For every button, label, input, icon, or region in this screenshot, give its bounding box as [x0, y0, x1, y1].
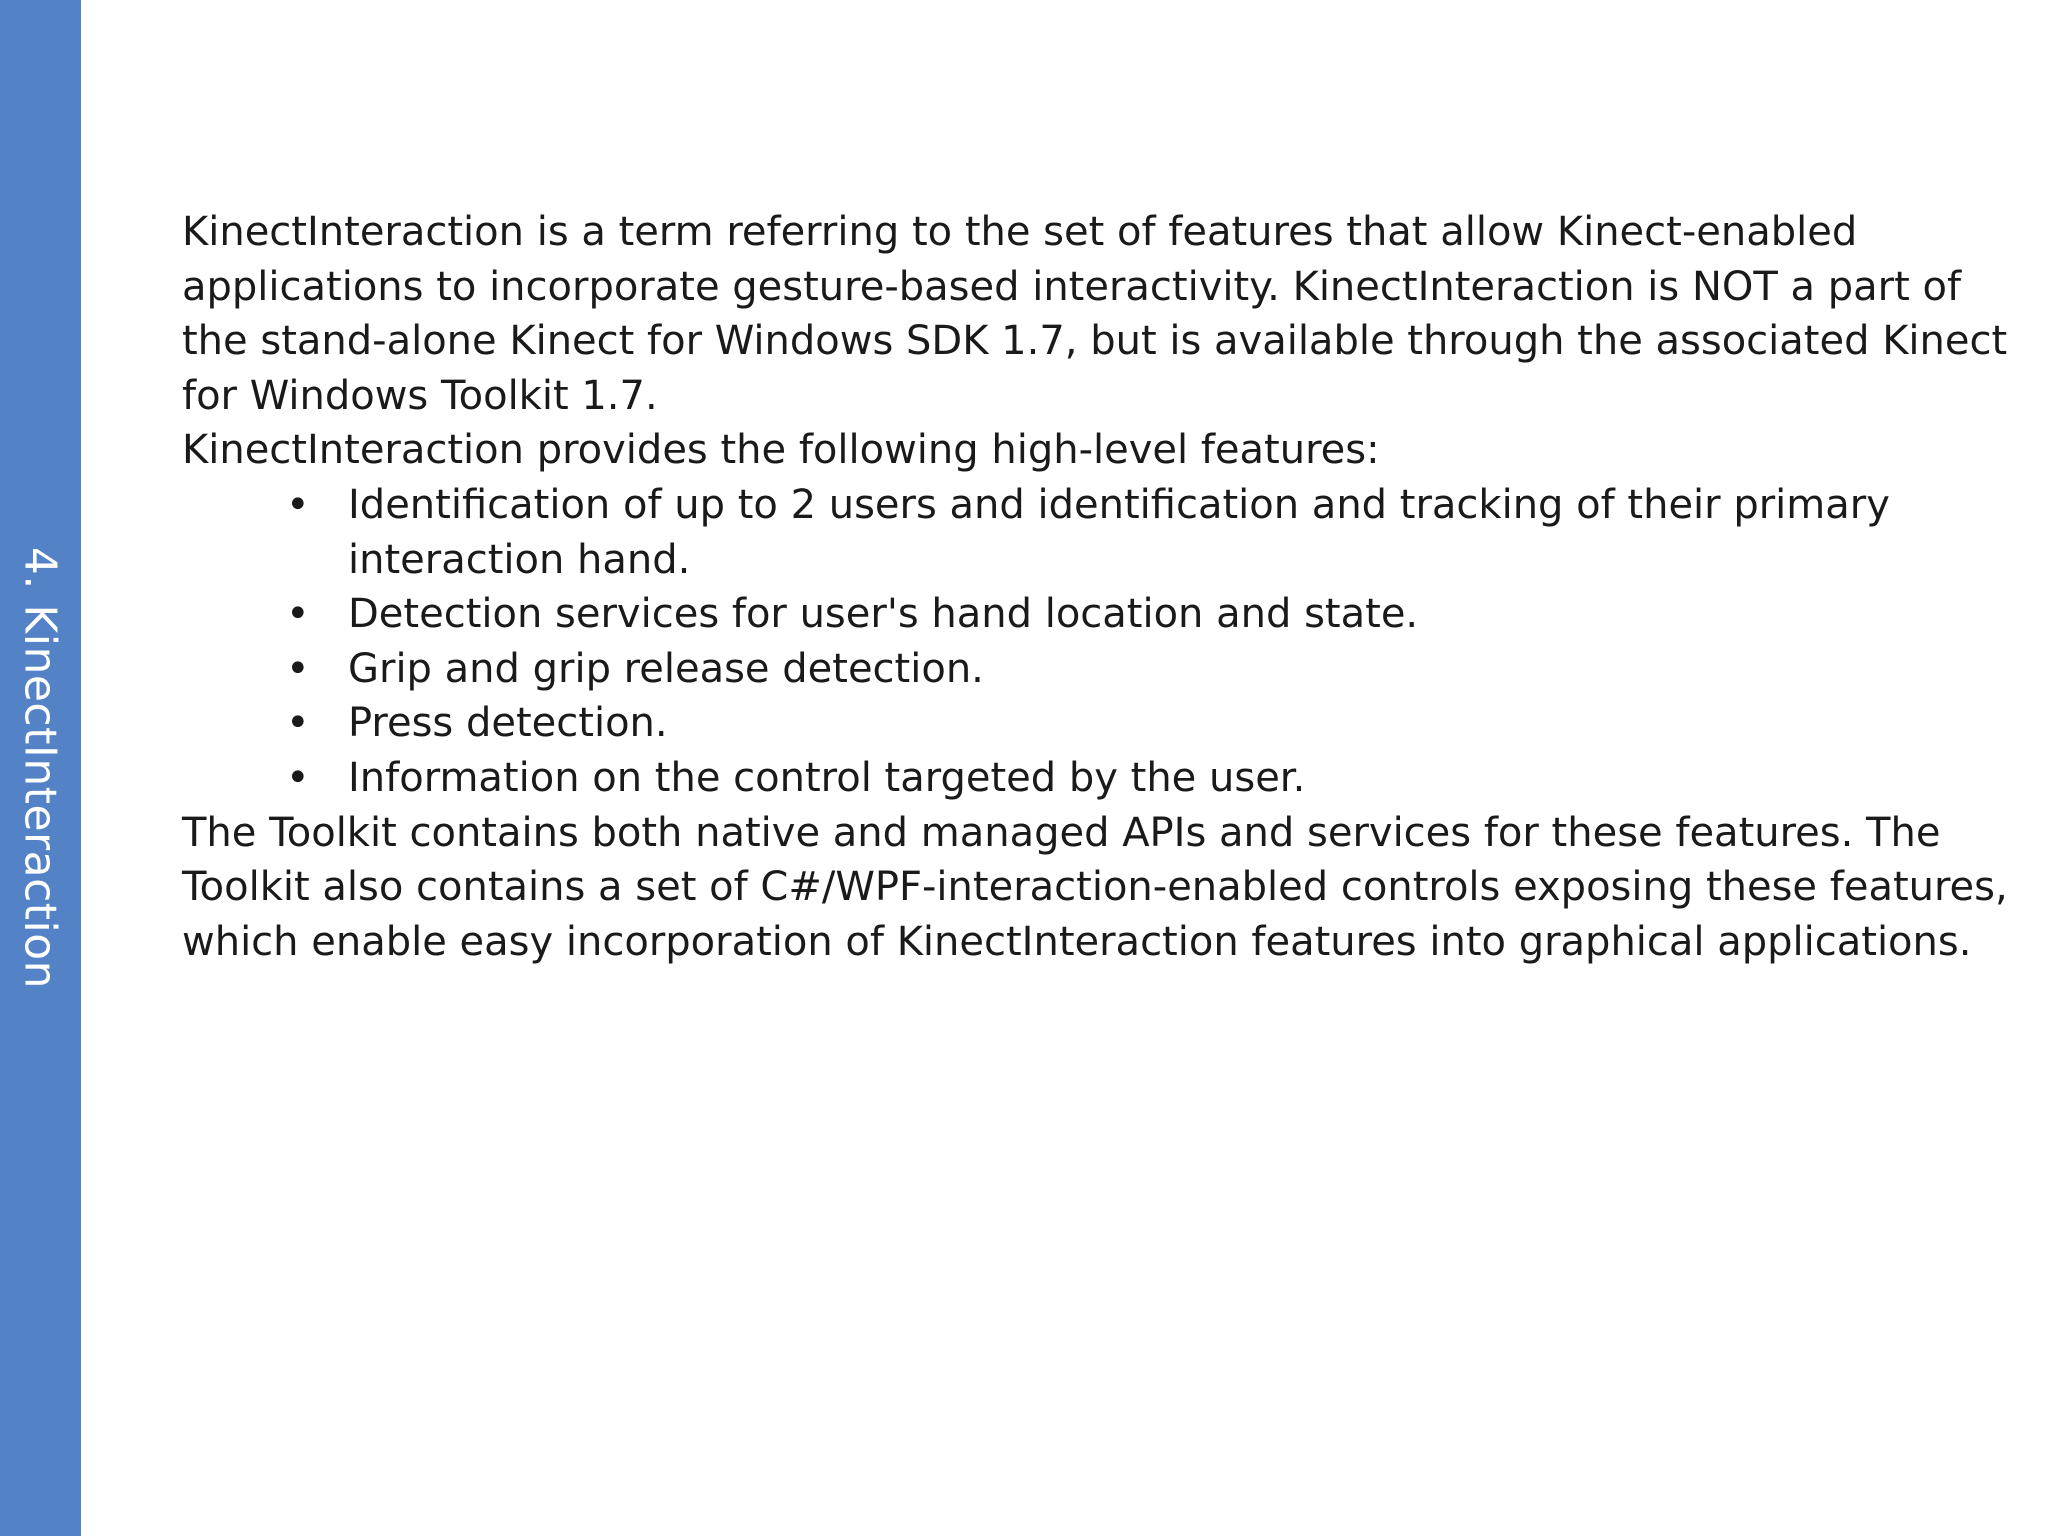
bullet-icon: • — [286, 700, 310, 747]
list-item-text: Detection services for user's hand location and state. — [348, 591, 1419, 638]
list-item — [286, 642, 2032, 697]
slide-title: 4. KinectInteraction — [14, 546, 66, 990]
features-list — [182, 478, 2032, 806]
list-item-text: Press detection. — [348, 700, 668, 747]
closing-paragraph: The Toolkit contains both native and managed APIs and services for these features. The Toolkit also contains a set of C#/WPF-interaction-enabled controls exposing these features, which enable easy incorporation of KinectInteraction features into graphical applications. — [182, 809, 2008, 965]
list-item-text: Identification of up to 2 users and identification and tracking of their primary interaction hand. — [348, 481, 1890, 583]
features-lead: KinectInteraction provides the following high-level features: — [182, 427, 1380, 474]
sidebar-band — [0, 0, 81, 1536]
list-item — [286, 751, 2032, 806]
bullet-icon: • — [286, 645, 310, 692]
list-item-text: Information on the control targeted by the user. — [348, 754, 1306, 801]
slide-body — [182, 205, 2032, 969]
bullet-icon: • — [286, 754, 310, 801]
intro-paragraph: KinectInteraction is a term referring to the set of features that allow Kinect-enabled applications to incorporate gesture-based interactivity. KinectInteraction is NOT a part of the stand-alone Kinect for Windows SDK 1.7, but is available through the associated Kinect for Windows Toolkit 1.7. — [182, 209, 2008, 419]
list-item — [286, 478, 2032, 587]
list-item — [286, 696, 2032, 751]
list-item — [286, 587, 2032, 642]
bullet-icon: • — [286, 591, 310, 638]
list-item-text: Grip and grip release detection. — [348, 645, 984, 692]
bullet-icon: • — [286, 481, 310, 528]
